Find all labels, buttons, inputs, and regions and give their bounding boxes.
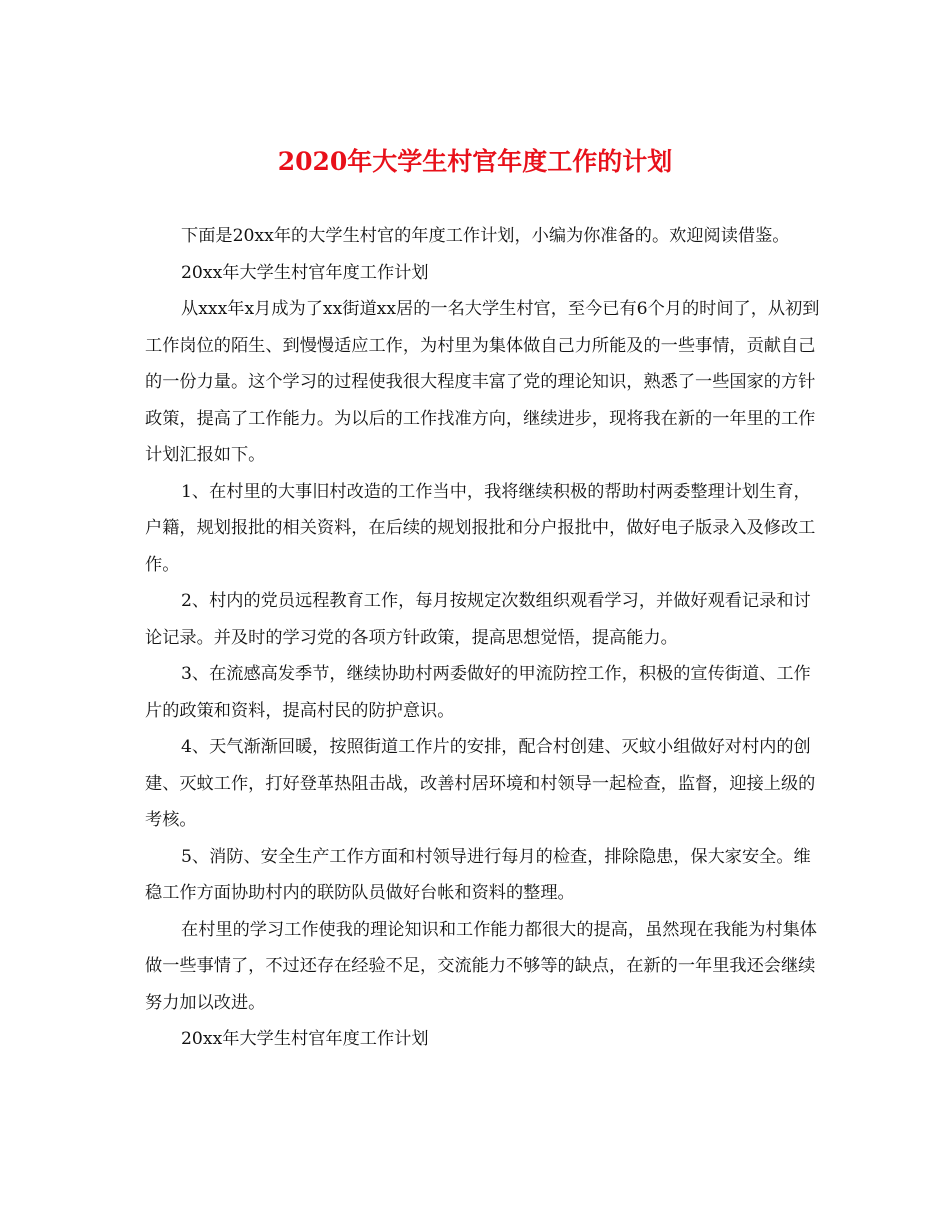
conclusion-paragraph: 在村里的学习工作使我的理论知识和工作能力都很大的提高，虽然现在我能为村集体做一些事情了，不过还存在经验不足，交流能力不够等的缺点，在新的一年里我还会继续努力加以改进。 [145, 919, 817, 1013]
plan-item-1: 1、在村里的大事旧村改造的工作当中，我将继续积极的帮助村两委整理计划生育，户籍，规划报批的相关资料，在后续的规划报批和分户报批中，做好电子版录入及修改工作。 [145, 481, 816, 575]
document-body [145, 218, 825, 1058]
plan-item-3: 3、在流感高发季节，继续协助村两委做好的甲流防控工作，积极的宣传街道、工作片的政策和资料，提高村民的防护意识。 [145, 664, 811, 721]
section-heading: 20xx年大学生村官年度工作计划 [181, 262, 429, 283]
section-heading-repeat: 20xx年大学生村官年度工作计划 [181, 1029, 429, 1049]
plan-item-4: 4、天气渐渐回暖，按照街道工作片的安排，配合村创建、灭蚊小组做好对村内的创建、灭蚊工作，打好登革热阻击战，改善村居环境和村领导一起检查，监督，迎接上级的考核。 [145, 737, 816, 830]
body-paragraph: 从xxx年x月成为了xx街道xx居的一名大学生村官，至今已有6个月的时间了，从初到工作岗位的陌生、到慢慢适应工作，为村里为集体做自己力所能及的一些事情，贡献自己的一份力量。这个学习的过程使我很大程度丰富了党的理论知识，熟悉了一些国家的方针政策，提高了工作能力。为以后的工作找准方向，继续进步，现将我在新的一年里的工作计划汇报如下。 [145, 299, 820, 465]
plan-item-5: 5、消防、安全生产工作方面和村领导进行每月的检查，排除隐患，保大家安全。维稳工作方面协助村内的联防队员做好台帐和资料的整理。 [145, 846, 811, 903]
intro-paragraph: 下面是20xx年的大学生村官的年度工作计划，小编为你准备的。欢迎阅读借鉴。 [181, 226, 790, 246]
plan-item-2: 2、村内的党员远程教育工作，每月按规定次数组织观看学习，并做好观看记录和讨论记录。并及时的学习党的各项方针政策，提高思想觉悟，提高能力。 [145, 591, 811, 648]
document-title: 2020年大学生村官年度工作的计划 [277, 147, 673, 176]
